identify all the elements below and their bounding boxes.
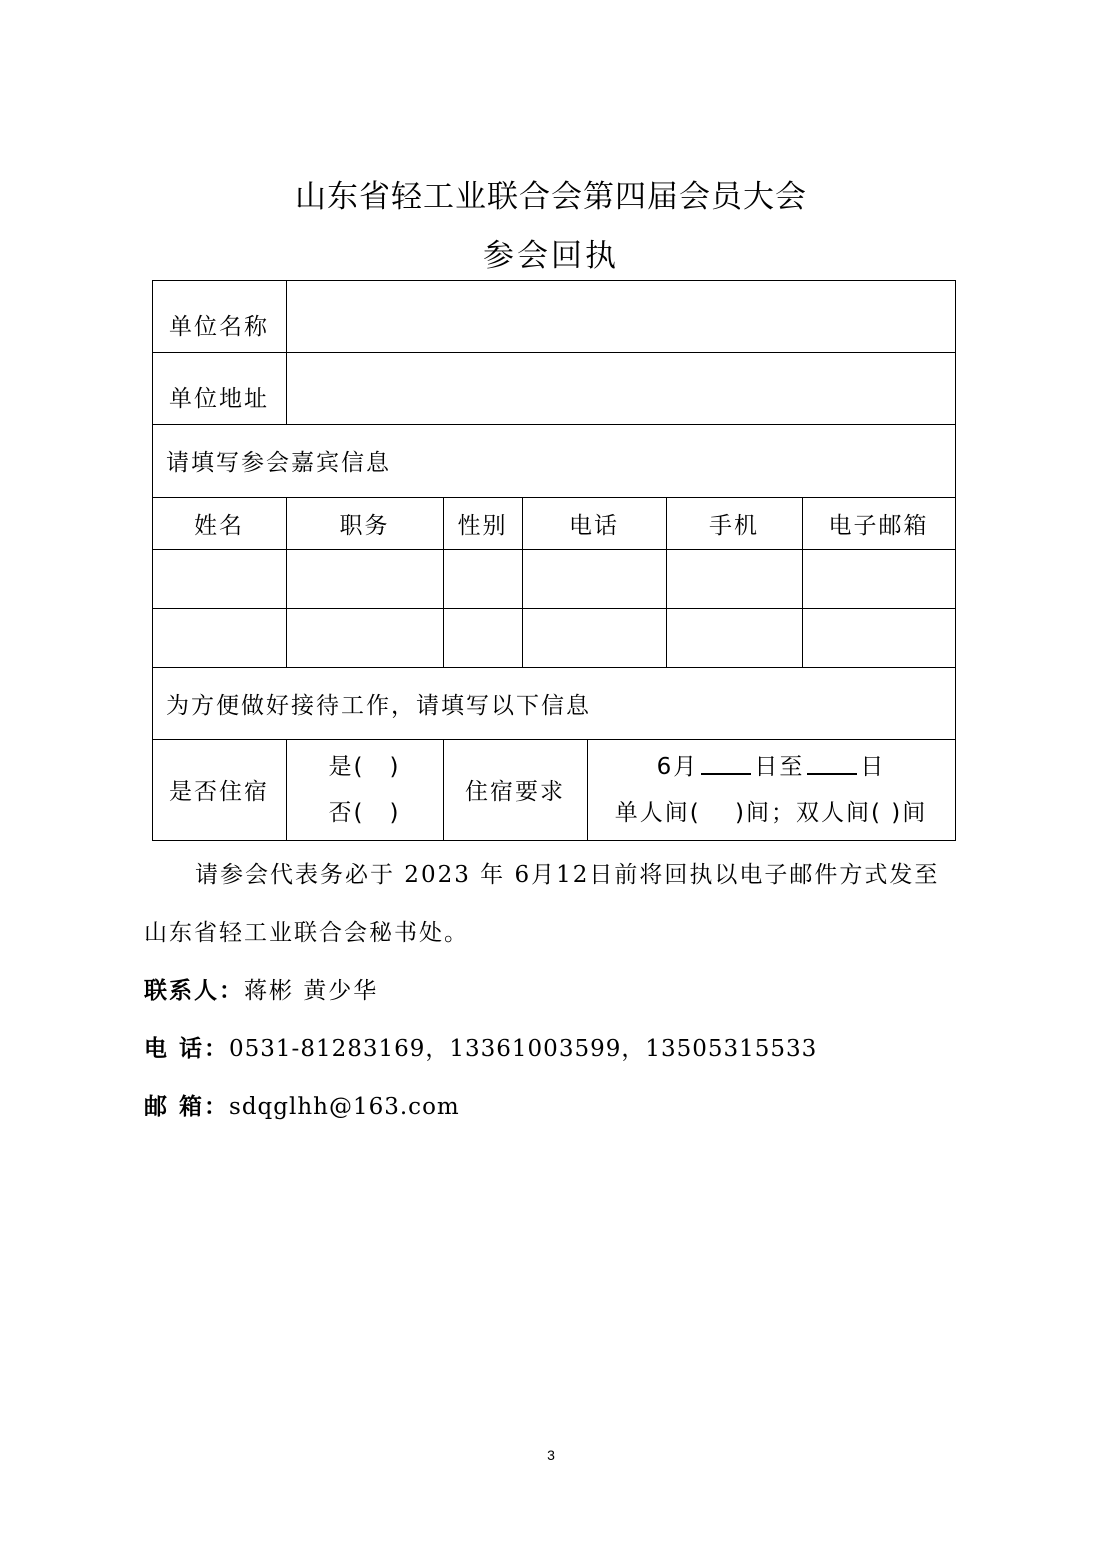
date-start-blank[interactable] [701, 753, 751, 775]
document-title: 山东省轻工业联合会第四届会员大会 [295, 179, 807, 215]
date-mid: 日至 [754, 753, 805, 780]
lodging-no-option[interactable]: 否( ) [328, 799, 401, 826]
guest-row-2[interactable] [152, 608, 955, 667]
notice-line-2: 山东省轻工业联合会秘书处。 [144, 920, 469, 946]
contact-email-label: 邮 箱： [144, 1093, 230, 1120]
contact-phone-value: 0531-81283169，13361003599，13505315533 [229, 1036, 818, 1062]
unit-address-field[interactable] [286, 352, 955, 424]
notice-line-1: 请参会代表务必于 2023 年 6月12日前将回执以电子邮件方式发至 [195, 862, 940, 888]
contact-person-label: 联系人： [144, 977, 244, 1004]
contact-email-value[interactable]: sdqglhh@163.com [229, 1094, 460, 1120]
contact-person-value: 蒋彬 黄少华 [244, 978, 379, 1004]
date-end: 日 [860, 753, 886, 780]
room-type-text[interactable]: 单人间( )间；双人间( )间 [614, 799, 928, 826]
contact-email [144, 1088, 460, 1121]
page-number: 3 [547, 1447, 555, 1463]
date-month: 6月 [656, 753, 699, 780]
lodging-date-range[interactable] [587, 742, 955, 786]
col-header-gender: 性别 [457, 512, 508, 539]
contact-person [144, 972, 378, 1005]
unit-address-label: 单位地址 [169, 385, 269, 412]
lodging-yes-option[interactable]: 是( ) [328, 753, 401, 780]
contact-phone-label: 电 话： [144, 1035, 230, 1062]
col-header-phone: 电话 [569, 512, 619, 539]
unit-name-label: 单位名称 [169, 313, 269, 340]
lodging-requirement-label: 住宿要求 [465, 779, 565, 805]
guest-row-1[interactable] [152, 549, 955, 608]
lodging-label: 是否住宿 [169, 779, 269, 805]
document-subtitle: 参会回执 [483, 238, 619, 274]
contact-phone [144, 1030, 817, 1063]
reception-heading: 为方便做好接待工作，请填写以下信息 [166, 692, 591, 719]
col-header-email: 电子邮箱 [828, 512, 929, 539]
col-header-name: 姓名 [194, 512, 244, 539]
guest-info-heading: 请填写参会嘉宾信息 [166, 450, 391, 476]
unit-name-field[interactable] [286, 280, 955, 352]
col-header-mobile: 手机 [709, 512, 759, 539]
col-header-position: 职务 [339, 512, 390, 539]
date-end-blank[interactable] [807, 753, 857, 775]
registration-form-table [152, 280, 956, 841]
